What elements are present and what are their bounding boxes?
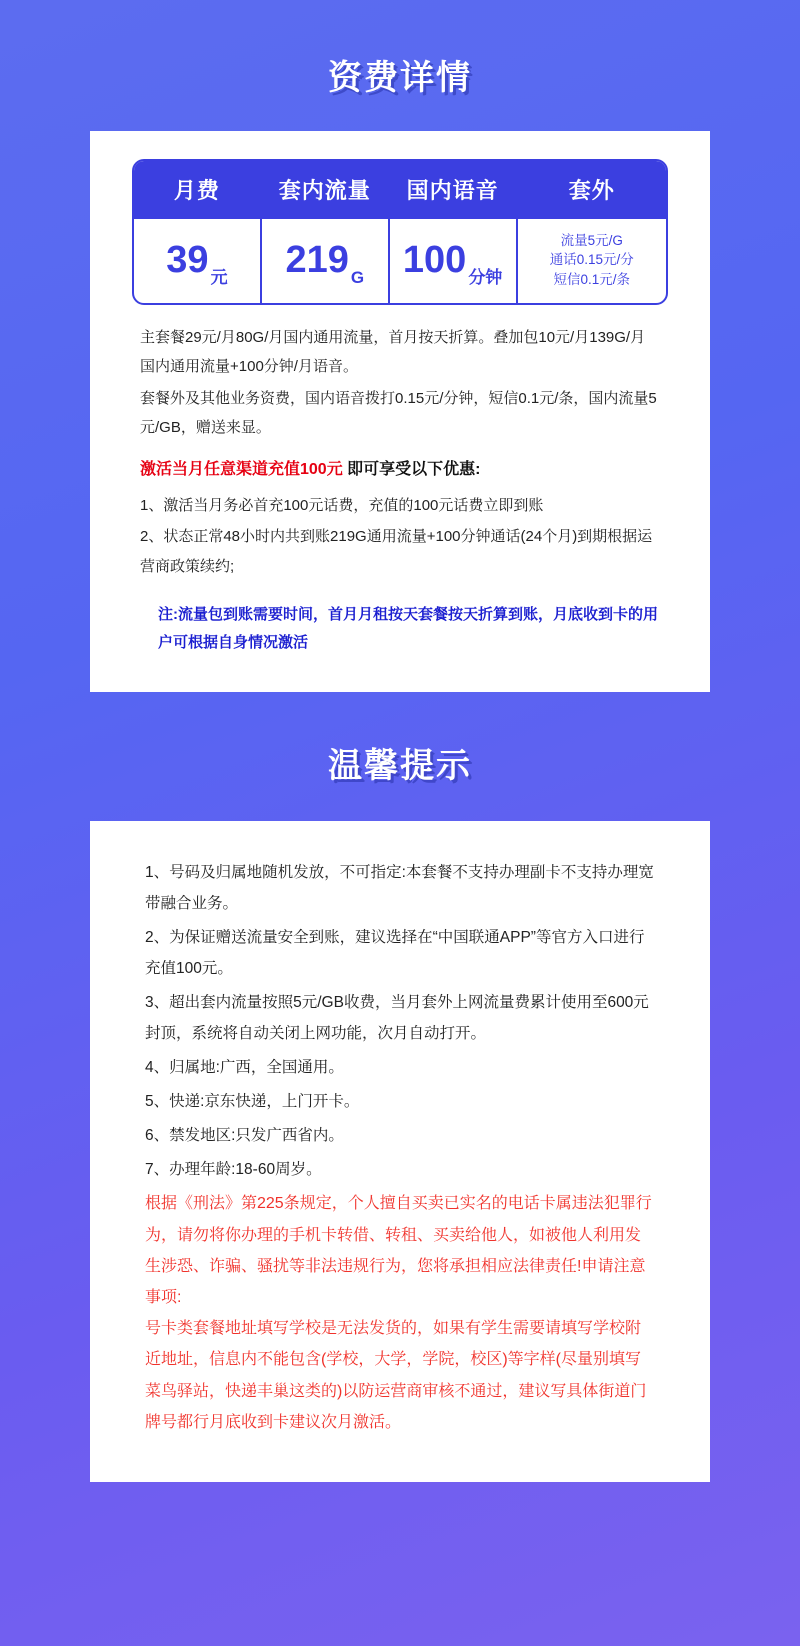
tariff-note: 注:流量包到账需要时间，首月月租按天套餐按天折算到账，月底收到卡的用户可根据自身情况激活 (158, 605, 658, 651)
price-value-data-allowance: 219 (285, 239, 349, 281)
tariff-section-title: 资费详情 (328, 59, 472, 97)
out-of-bundle-rate-sms: 短信0.1元/条 (553, 271, 631, 287)
price-body-monthly-fee (134, 219, 260, 303)
price-unit-voice-minutes: 分钟 (468, 268, 503, 287)
tariff-offer-item-2: 2、状态正常48小时内共到账219G通用流量+100分钟通话(24个月)到期根据运营商政策续约; (140, 528, 653, 575)
tips-item-6: 6、禁发地区:只发广西省内。 (145, 1127, 344, 1145)
price-column-monthly-fee (134, 161, 262, 303)
price-value-monthly-fee: 39 (166, 239, 209, 281)
out-of-bundle-rate-data: 流量5元/G (560, 232, 623, 248)
tips-card (90, 821, 710, 1482)
out-of-bundle-rate-voice: 通话0.15元/分 (549, 252, 634, 268)
tariff-paragraph-1: 主套餐29元/月80G/月国内通用流量，首月按天折算。叠加包10元/月139G/月国内通用流量+100分钟/月语音。 (140, 329, 646, 376)
price-unit-data-allowance: G (350, 268, 365, 287)
price-header-out-of-bundle: 套外 (518, 161, 666, 219)
tips-item-1: 1、号码及归属地随机发放，不可指定:本套餐不支持办理副卡不支持办理宽带融合业务。 (145, 864, 654, 913)
tips-item-2: 2、为保证赠送流量安全到账，建议选择在“中国联通APP”等官方入口进行充值100元。 (145, 929, 645, 978)
price-header-voice-minutes: 国内语音 (390, 161, 516, 219)
price-column-data-allowance (262, 161, 390, 303)
tariff-offer-headline-red: 激活当月任意渠道充值100元 (140, 461, 343, 478)
tariff-offer-item-1: 1、激活当月务必首充100元话费，充值的100元话费立即到账 (140, 497, 544, 515)
tips-body-text (145, 857, 655, 1438)
price-body-out-of-bundle (518, 219, 666, 303)
tariff-offer-headline (140, 454, 660, 485)
price-body-data-allowance (262, 219, 388, 303)
tariff-offer-headline-rest: 即可享受以下优惠: (342, 461, 481, 478)
price-column-voice-minutes (390, 161, 518, 303)
price-table (132, 159, 668, 305)
price-body-voice-minutes (390, 219, 516, 303)
tips-warning-paragraph-1: 根据《刑法》第225条规定，个人擅自买卖已实名的电话卡属违法犯罪行为，请勿将你办理的手机卡转借、转租、买卖给他人，如被他人利用发生涉恐、诈骗、骚扰等非法违规行为，您将承担相应法律责任!申请注意事项: (145, 1195, 652, 1306)
tariff-card (90, 131, 710, 692)
tips-item-7: 7、办理年龄:18-60周岁。 (145, 1161, 322, 1179)
out-of-bundle-rates (550, 231, 634, 290)
tips-legal-warning (145, 1188, 655, 1438)
price-header-monthly-fee: 月费 (134, 161, 260, 219)
tips-section-title: 温馨提示 (328, 747, 472, 786)
price-header-data-allowance: 套内流量 (262, 161, 388, 219)
price-value-voice-minutes: 100 (402, 239, 467, 281)
tips-item-3: 3、超出套内流量按照5元/GB收费，当月套外上网流量费累计使用至600元封顶，系统将自动关闭上网功能，次月自动打开。 (145, 994, 649, 1043)
tips-item-4: 4、归属地:广西，全国通用。 (145, 1059, 344, 1077)
tips-item-5: 5、快递:京东快递，上门开卡。 (145, 1093, 360, 1111)
tariff-body-text (140, 323, 660, 656)
price-column-out-of-bundle (518, 161, 666, 303)
tips-warning-paragraph-2: 号卡类套餐地址填写学校是无法发货的，如果有学生需要请填写学校附近地址，信息内不能包含(学校，大学，学院，校区)等字样(尽量别填写菜鸟驿站，快递丰巢这类的)以防运营商审核不通过，建议写具体街道门牌号都行月底收到卡建议次月激活。 (145, 1320, 647, 1431)
price-unit-monthly-fee: 元 (210, 268, 228, 287)
tariff-paragraph-2: 套餐外及其他业务资费，国内语音拨打0.15元/分钟，短信0.1元/条，国内流量5元/GB，赠送来显。 (140, 389, 657, 436)
